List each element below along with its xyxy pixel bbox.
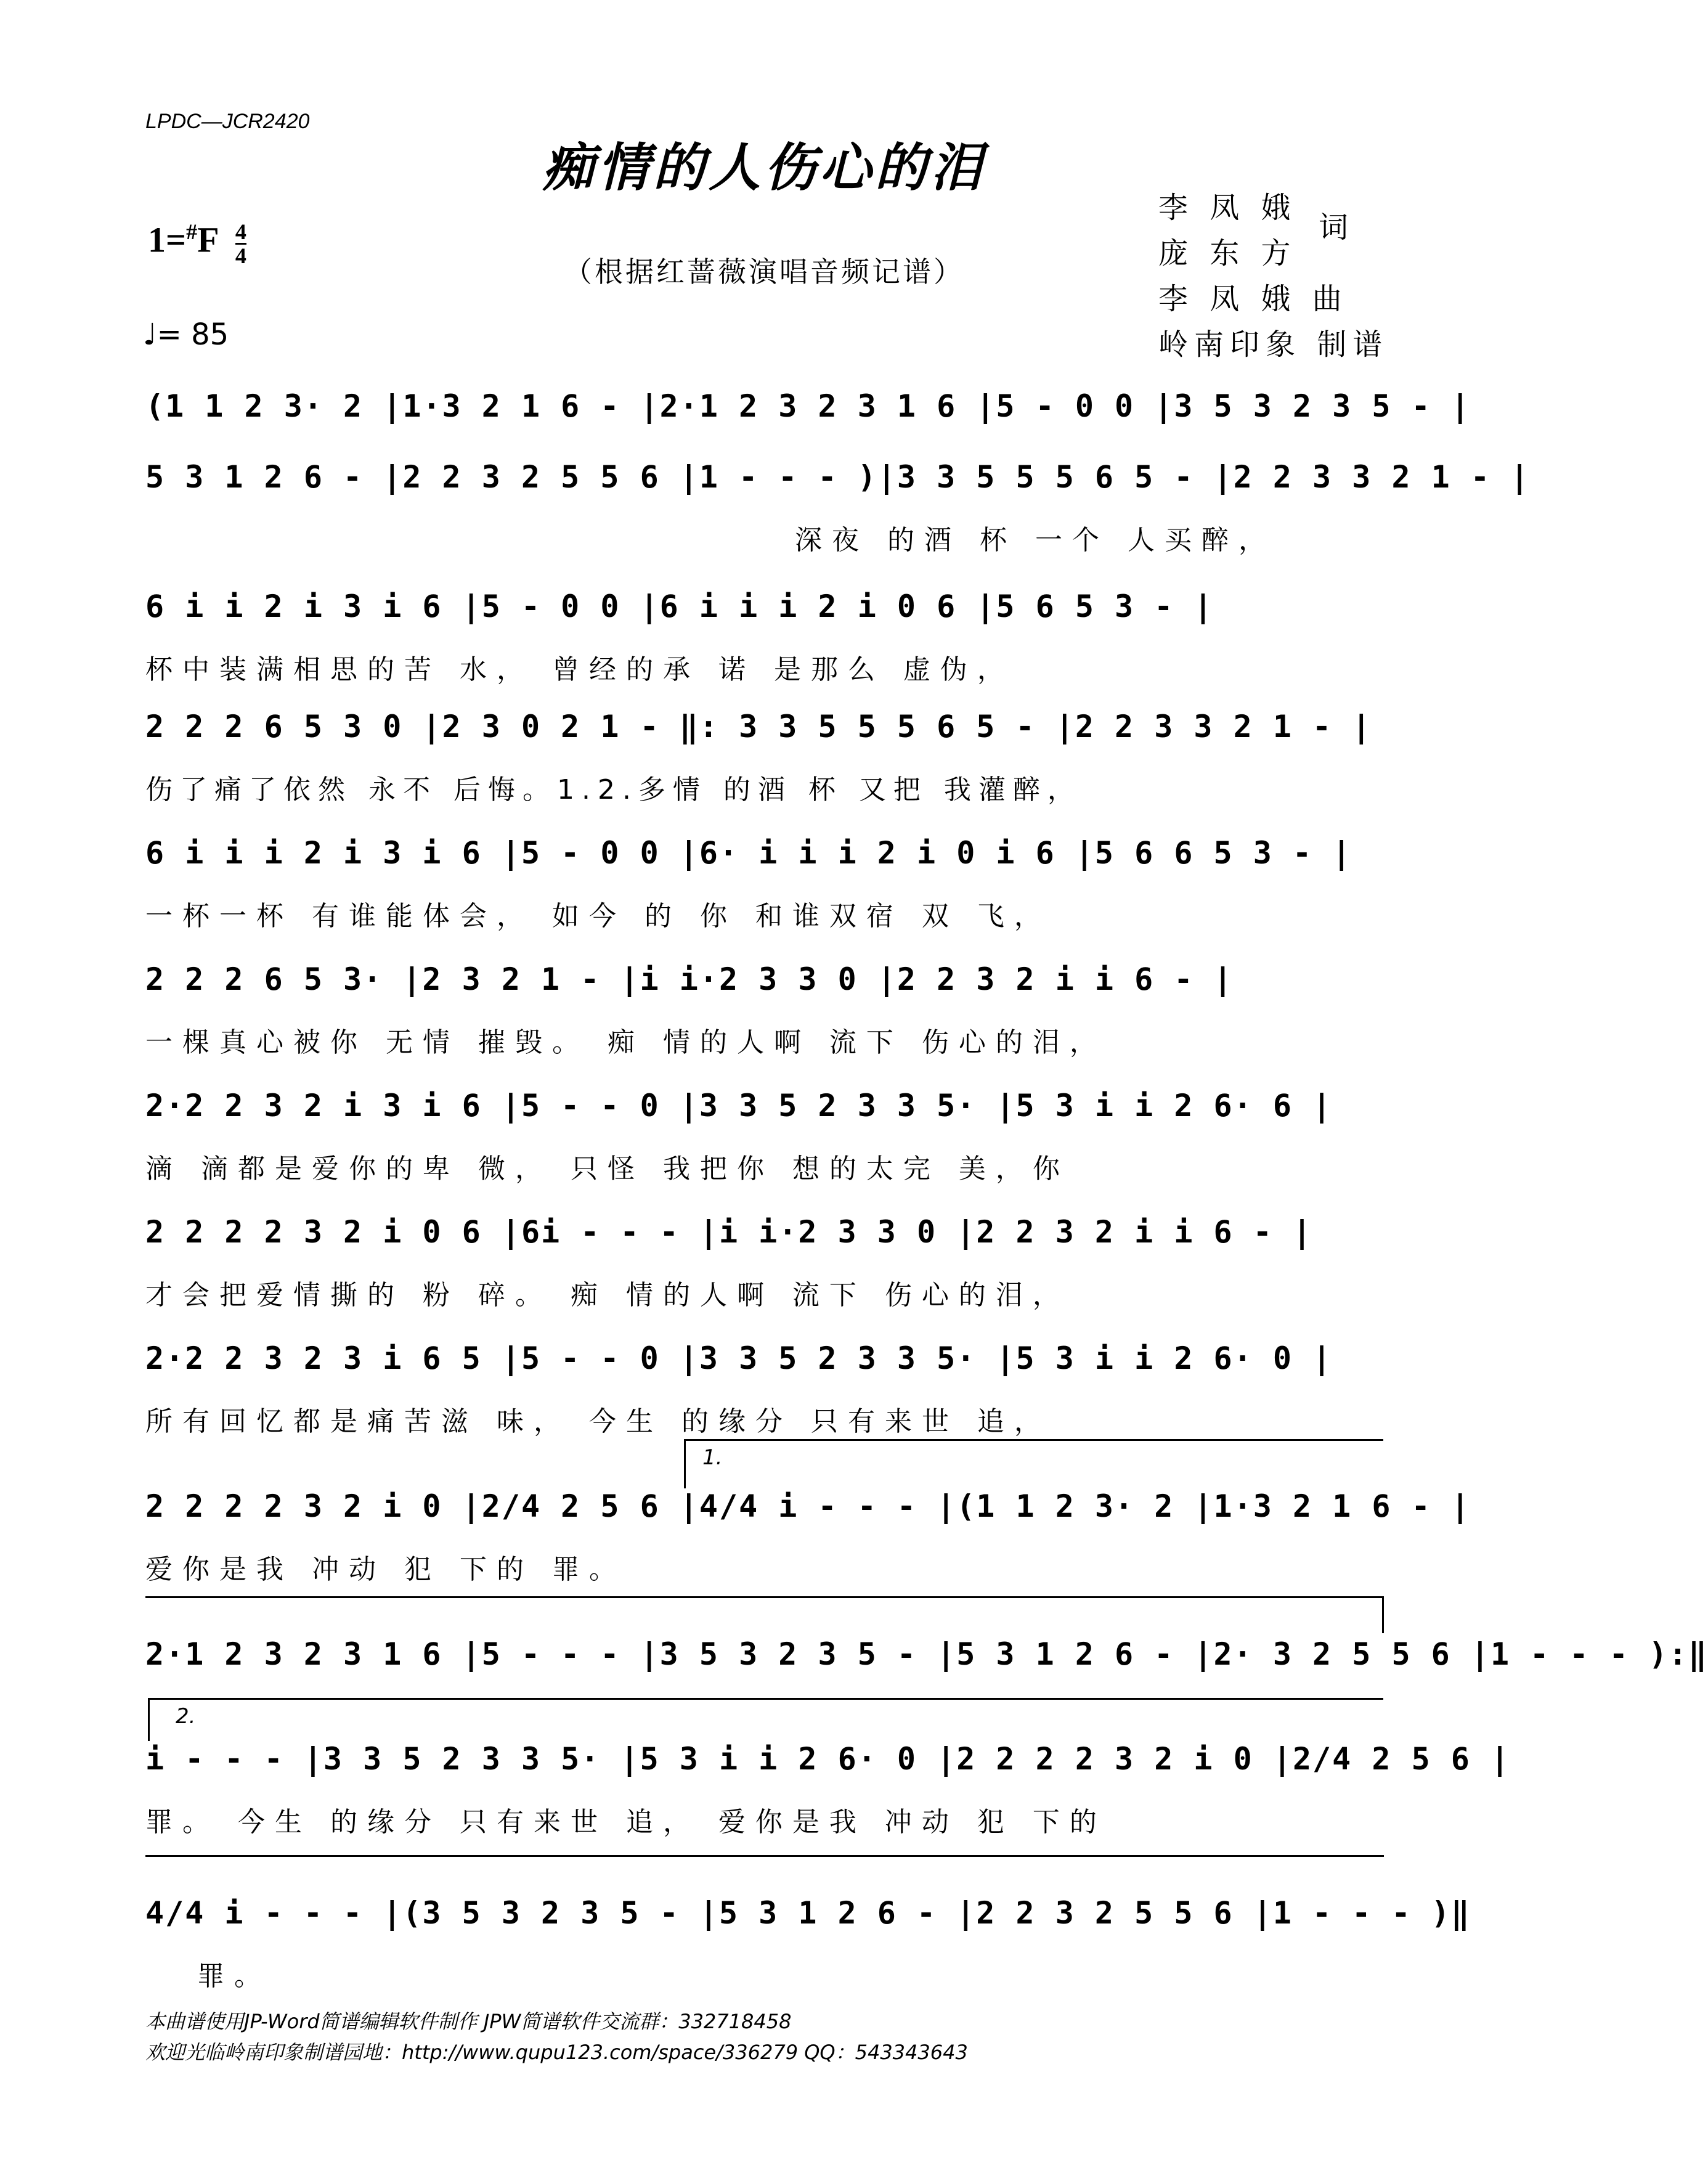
credit-lyricist-1: 李 凤 娥: [1158, 190, 1297, 225]
score-line-7: 2·2 2 3 2 i 3 i 6 |5 - - 0 |3 3 5 2 3 3 5· |5 3 i i 2 6· 6 |: [145, 1088, 1333, 1124]
ending-2-label: 2.: [176, 1704, 196, 1729]
lyric-line-2: 深夜 的酒 杯 一个 人买醉，: [795, 524, 1275, 556]
score-line-2: 5 3 1 2 6 - |2 2 3 2 5 5 6 |1 - - - )|3 3 5 5 5 6 5 - |2 2 3 3 2 1 - |: [145, 459, 1531, 495]
footer-line-2: 欢迎光临岭南印象制谱园地：http://www.qupu123.com/space/336279 QQ：543343643: [145, 2041, 968, 2064]
lyric-line-13: 罪。: [197, 1960, 271, 1992]
credits: [1158, 185, 1388, 367]
lyric-line-7: 滴 滴都是爱你的卑 微， 只怪 我把你 想的太完 美，你: [145, 1153, 1070, 1185]
ending-1-bracket-top: [684, 1439, 1383, 1441]
key-sharp: #: [186, 219, 198, 244]
footer-line-1: 本曲谱使用JP-Word简谱编辑软件制作 JPW简谱软件交流群：332718458: [145, 2010, 792, 2033]
score-line-9: 2·2 2 3 2 3 i 6 5 |5 - - 0 |3 3 5 2 3 3 5· |5 3 i i 2 6· 0 |: [145, 1340, 1333, 1376]
score-line-3: 6 i i 2 i 3 i 6 |5 - 0 0 |6 i i i 2 i 0 6 |5 6 5 3 - |: [145, 589, 1214, 624]
lyric-line-9: 所有回忆都是痛苦滋 味， 今生 的缘分 只有来世 追，: [145, 1406, 1051, 1437]
ending-2-bracket-top: [148, 1698, 1383, 1700]
score-line-5: 6 i i i 2 i 3 i 6 |5 - 0 0 |6· i i i 2 i 0 i 6 |5 6 6 5 3 - |: [145, 835, 1352, 871]
key-prefix: 1=: [148, 219, 187, 260]
ending-2-continuation: [145, 1855, 1384, 1857]
ending-1-bracket-left: [684, 1439, 686, 1488]
score-line-1: (1 1 2 3· 2 |1·3 2 1 6 - |2·1 2 3 2 3 1 6 |5 - 0 0 |3 5 3 2 3 5 - |: [145, 388, 1471, 424]
time-denominator: 4: [235, 243, 246, 268]
score-code: LPDC—JCR2420: [145, 110, 310, 133]
ending-2-bracket-left: [148, 1698, 150, 1741]
score-line-4: 2 2 2 6 5 3 0 |2 3 0 2 1 - ‖: 3 3 5 5 5 6 5 - |2 2 3 3 2 1 - |: [145, 709, 1372, 744]
ending-1-label: 1.: [702, 1445, 723, 1470]
score-line-6: 2 2 2 6 5 3· |2 3 2 1 - |i i·2 3 3 0 |2 2 3 2 i i 6 - |: [145, 961, 1234, 997]
lyric-line-3: 杯中装满相思的苦 水， 曾经的承 诺 是那么 虚伪，: [145, 654, 1014, 685]
lyric-line-5: 一杯一杯 有谁能体会， 如今 的 你 和谁双宿 双 飞，: [145, 900, 1051, 932]
subtitle: （根据红蔷薇演唱音频记谱）: [564, 255, 964, 288]
lyric-line-10: 爱你是我 冲动 犯 下的 罪。: [145, 1554, 626, 1585]
ending-1-continuation: [145, 1596, 1384, 1598]
lyric-line-12: 罪。 今生 的缘分 只有来世 追， 爱你是我 冲动 犯 下的: [145, 1806, 1107, 1838]
lyric-line-8: 才会把爱情撕的 粉 碎。 痴 情的人啊 流下 伤心的泪，: [145, 1279, 1070, 1311]
lyric-line-6: 一棵真心被你 无情 摧毁。 痴 情的人啊 流下 伤心的泪，: [145, 1027, 1107, 1058]
score-line-8: 2 2 2 2 3 2 i 0 6 |6i - - - |i i·2 3 3 0 |2 2 3 2 i i 6 - |: [145, 1214, 1313, 1250]
time-numerator: 4: [235, 219, 246, 244]
score-line-12: i - - - |3 3 5 2 3 3 5· |5 3 i i 2 6· 0 |2 2 2 2 3 2 i 0 |2/4 2 5 6 |: [145, 1741, 1511, 1777]
score-line-10: 2 2 2 2 3 2 i 0 |2/4 2 5 6 |4/4 i - - - |(1 1 2 3· 2 |1·3 2 1 6 - |: [145, 1488, 1471, 1524]
tempo-marking: ♩= 85: [143, 317, 229, 352]
score-line-11: 2·1 2 3 2 3 1 6 |5 - - - |3 5 3 2 3 5 - |5 3 1 2 6 - |2· 3 2 5 5 6 |1 - - - ):‖: [145, 1636, 1708, 1672]
credit-ci-label: 词: [1319, 210, 1349, 245]
key-note: F: [197, 219, 218, 260]
score-line-13: 4/4 i - - - |(3 5 3 2 3 5 - |5 3 1 2 6 - |2 2 3 2 5 5 6 |1 - - - )‖: [145, 1895, 1471, 1931]
lyric-line-4: 伤了痛了依然 永不 后悔。1.2.多情 的酒 杯 又把 我灌醉，: [145, 774, 1082, 806]
credit-composer: 李 凤 娥 曲: [1158, 282, 1348, 316]
credit-arranger: 岭南印象 制谱: [1158, 327, 1389, 362]
song-title: 痴情的人伤心的泪: [542, 137, 986, 198]
ending-1-bracket-right: [1382, 1596, 1384, 1633]
credit-lyricist-2: 庞 东 方: [1158, 236, 1297, 271]
